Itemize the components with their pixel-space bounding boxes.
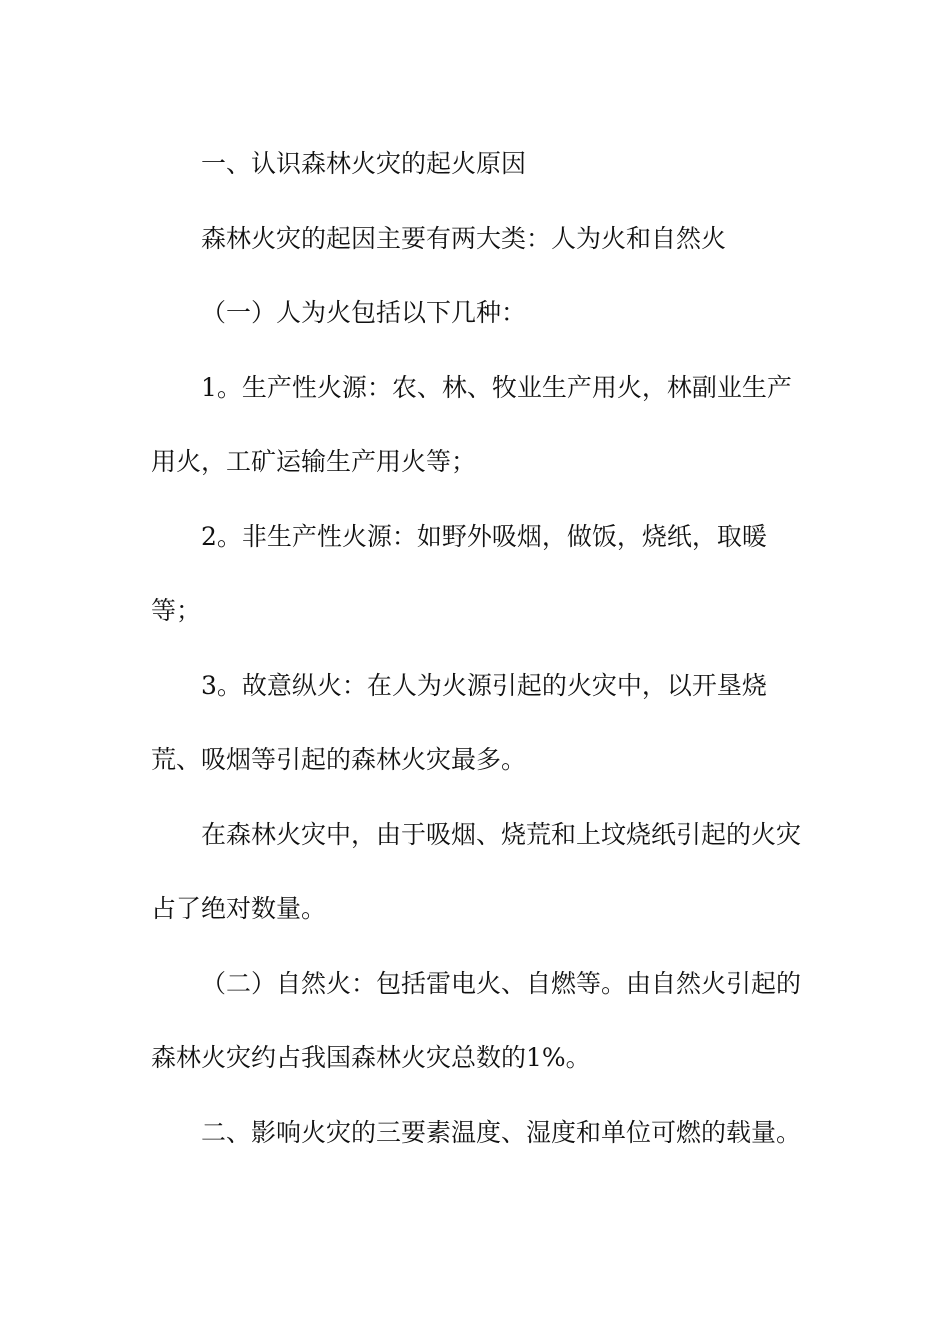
section-heading-causes: 一、认识森林火灾的起火原因 bbox=[201, 149, 527, 178]
document-body bbox=[151, 127, 803, 1170]
paragraph-fire-types: 森林火灾的起因主要有两大类：人为火和自然火 bbox=[201, 223, 727, 253]
section-heading-three-factors: 二、影响火灾的三要素温度、湿度和单位可燃的载量。 bbox=[201, 1117, 802, 1147]
subsection-heading-human-fire: （一）人为火包括以下几种： bbox=[201, 298, 527, 327]
subsection-heading-natural-fire: （二）自然火：包括雷电火、自燃等。由自然火引起的森林火灾约占我国森林火灾总数的1%。 bbox=[151, 968, 802, 1072]
list-item-production-fire: 1。生产性火源：农、林、牧业生产用火，林副业生产用火，工矿运输生产用火等； bbox=[151, 372, 792, 476]
list-item-arson: 3。故意纵火：在人为火源引起的火灾中，以开垦烧荒、吸烟等引起的森林火灾最多。 bbox=[151, 670, 767, 774]
paragraph-smoking-burning: 在森林火灾中，由于吸烟、烧荒和上坟烧纸引起的火灾占了绝对数量。 bbox=[151, 819, 802, 923]
list-item-non-production-fire: 2。非生产性火源：如野外吸烟，做饭，烧纸，取暖等； bbox=[151, 521, 767, 625]
